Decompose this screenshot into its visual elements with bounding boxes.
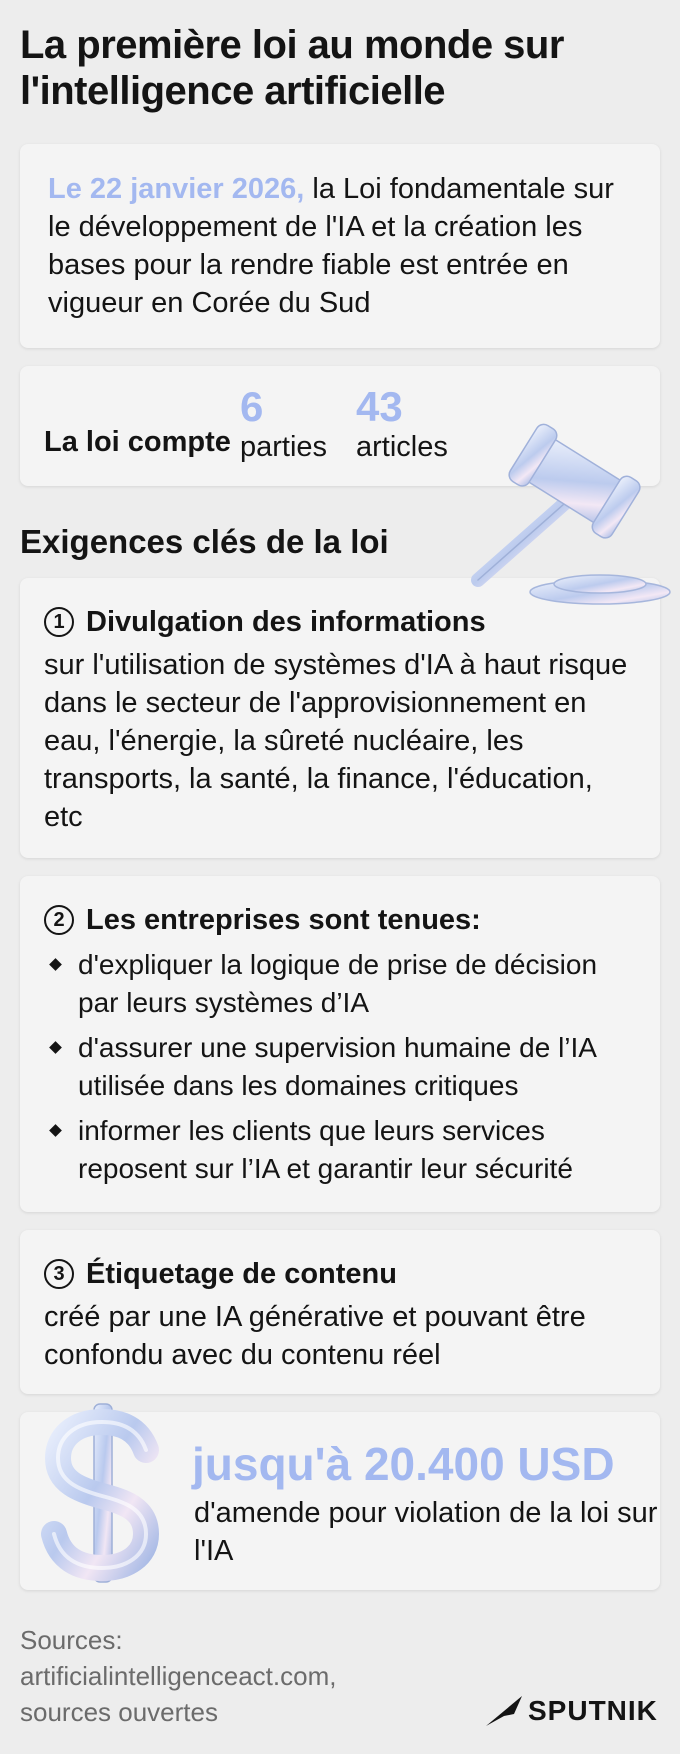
bullet-item [44,1112,636,1188]
requirement-number: 1 [44,607,74,637]
bullet-text: d'expliquer la logique de prise de décision par leurs systèmes d’IA [78,949,598,1018]
sources-label: Sources: [20,1625,123,1655]
intro-card [20,144,660,348]
requirement-card-3 [20,1230,660,1394]
requirement-card-2 [20,876,660,1212]
requirement-text: créé par une IA générative et pouvant être confondu avec du contenu réel [44,1301,586,1371]
requirement-card-1 [20,578,660,858]
requirement-title: Étiquetage de contenu [86,1258,397,1290]
gavel-icon [464,412,676,612]
section-title: Exigences clés de la loi [20,523,389,560]
intro-text: la Loi fondamentale sur le développement de l'IA et la création les bases pour la rendre fiable est entrée en vigueur en Corée du Sud [48,173,614,319]
page-title: La première loi au monde sur l'intelligence artificielle [20,23,564,113]
sources [20,1622,336,1730]
fine-card [20,1412,660,1590]
requirement-number: 3 [44,1259,74,1289]
sources-line-2: sources ouvertes [20,1697,218,1727]
sputnik-logo [484,1694,658,1728]
requirement-number: 2 [44,905,74,935]
requirement-title: Divulgation des informations [86,606,486,638]
dollar-sign-icon [38,1398,168,1588]
requirement-bullet-list [44,946,636,1188]
bullet-text: d'assurer une supervision humaine de l’IA utilisée dans les domaines critiques [78,1032,596,1101]
stat-parts-value: 6 [240,383,264,430]
diamond-bullet-icon [49,1041,62,1054]
sources-line-1: artificialintelligenceact.com, [20,1661,337,1691]
stat-parts-label: parties [240,431,328,463]
bullet-text: informer les clients que leurs services reposent sur l’IA et garantir leur sécurité [78,1115,573,1184]
stat-articles [356,384,448,464]
stat-articles-label: articles [356,431,448,463]
diamond-bullet-icon [49,1124,62,1137]
fine-description: d'amende pour violation de la loi sur l'IA [194,1497,658,1567]
diamond-bullet-icon [49,958,62,971]
bullet-item [44,1029,636,1105]
stat-parts [240,384,327,464]
bullet-item [44,946,636,1022]
stats-label: La loi compte [44,426,231,458]
requirement-title: Les entreprises sont tenues: [86,904,481,936]
fine-amount: jusqu'à 20.400 USD [192,1438,615,1490]
requirement-header [44,1256,636,1292]
sputnik-logo-icon [484,1694,524,1728]
intro-date: Le 22 janvier 2026, [48,173,305,205]
stat-articles-value: 43 [356,383,403,430]
requirement-header [44,902,636,938]
requirement-text: sur l'utilisation de systèmes d'IA à haut risque dans le secteur de l'approvisionnement en eau, l'énergie, la sûreté nucléaire, les transports, la santé, la finance, l'éducation, etc [44,649,628,833]
brand-name: SPUTNIK [528,1695,658,1726]
